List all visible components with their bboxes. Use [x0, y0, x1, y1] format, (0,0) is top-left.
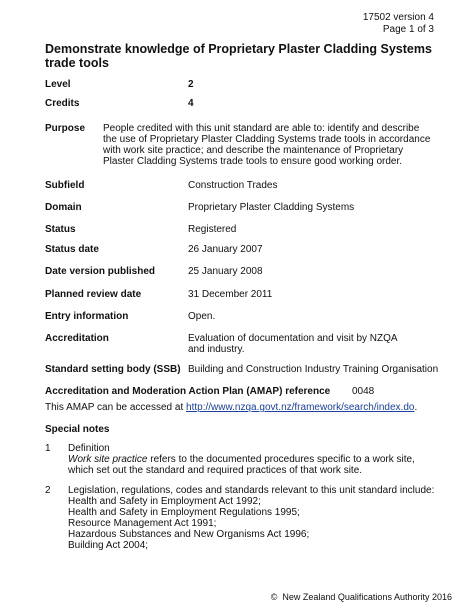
planned-review-date-value: 31 December 2011 — [188, 289, 273, 300]
note-2-number: 2 — [45, 485, 51, 496]
document-title: Demonstrate knowledge of Proprietary Plaster Cladding Systems trade tools — [45, 42, 432, 70]
status-value: Registered — [188, 224, 237, 235]
note-1-number: 1 — [45, 443, 51, 454]
note-2-item: Resource Management Act 1991; — [68, 518, 217, 529]
ssb-label: Standard setting body (SSB) — [45, 364, 181, 375]
amap-access-prefix: This AMAP can be accessed at — [45, 402, 187, 413]
doc-version: 17502 version 4 — [362, 12, 434, 23]
note-2-item: Health and Safety in Employment Regulations 1995; — [68, 507, 300, 518]
domain-label: Domain — [45, 202, 82, 213]
credits-value: 4 — [188, 98, 194, 109]
page-number: Page 1 of 3 — [382, 24, 434, 35]
note-2-intro: Legislation, regulations, codes and standards relevant to this unit standard include: — [68, 485, 435, 496]
note-2-item: Health and Safety in Employment Act 1992; — [68, 496, 261, 507]
note-2-item: Hazardous Substances and New Organisms Act 1996; — [68, 529, 310, 540]
accreditation-value: Evaluation of documentation and visit by NZQA and industry. — [188, 333, 398, 355]
ssb-value: Building and Construction Industry Training Organisation — [188, 364, 439, 375]
amap-link[interactable]: http://www.nzqa.govt.nz/framework/search/index.do — [186, 402, 415, 413]
subfield-label: Subfield — [45, 180, 85, 191]
date-version-published-label: Date version published — [45, 266, 156, 277]
entry-information-label: Entry information — [45, 311, 129, 322]
note-1-text — [68, 454, 433, 476]
domain-value: Proprietary Plaster Cladding Systems — [188, 202, 355, 213]
note-2-item: Building Act 2004; — [68, 540, 149, 551]
footer-text: New Zealand Qualifications Authority 2016 — [282, 592, 452, 602]
subfield-value: Construction Trades — [188, 180, 278, 191]
amap-label: Accreditation and Moderation Action Plan (AMAP) reference — [45, 386, 331, 397]
date-version-published-value: 25 January 2008 — [188, 266, 263, 277]
amap-value: 0048 — [352, 386, 375, 397]
note-1-title: Definition — [68, 443, 110, 454]
level-label: Level — [45, 79, 71, 90]
purpose-text: People credited with this unit standard are able to: identify and describe the use of Proprietary Plaster Cladding Systems trade tools in accordance with work site practice; and describe the maintenance of Proprietary Plaster Cladding Systems trade tools to ensure good working order. — [103, 123, 431, 167]
amap-access-suffix: . — [414, 402, 418, 413]
accreditation-label: Accreditation — [45, 333, 109, 344]
note-1-term: Work site practice — [68, 454, 148, 465]
status-label: Status — [45, 224, 76, 235]
status-date-value: 26 January 2007 — [188, 244, 263, 255]
special-notes-heading: Special notes — [45, 424, 110, 435]
purpose-label: Purpose — [45, 123, 86, 134]
footer-copyright — [271, 591, 452, 603]
amap-access-line — [45, 402, 417, 414]
planned-review-date-label: Planned review date — [45, 289, 142, 300]
entry-information-value: Open. — [188, 311, 216, 322]
level-value: 2 — [188, 79, 194, 90]
credits-label: Credits — [45, 98, 80, 109]
copyright-symbol: © — [270, 592, 278, 602]
status-date-label: Status date — [45, 244, 99, 255]
note-1-body: refers to the documented procedures specific to a work site, which set out the standard and required practices of that work site. — [68, 454, 415, 476]
